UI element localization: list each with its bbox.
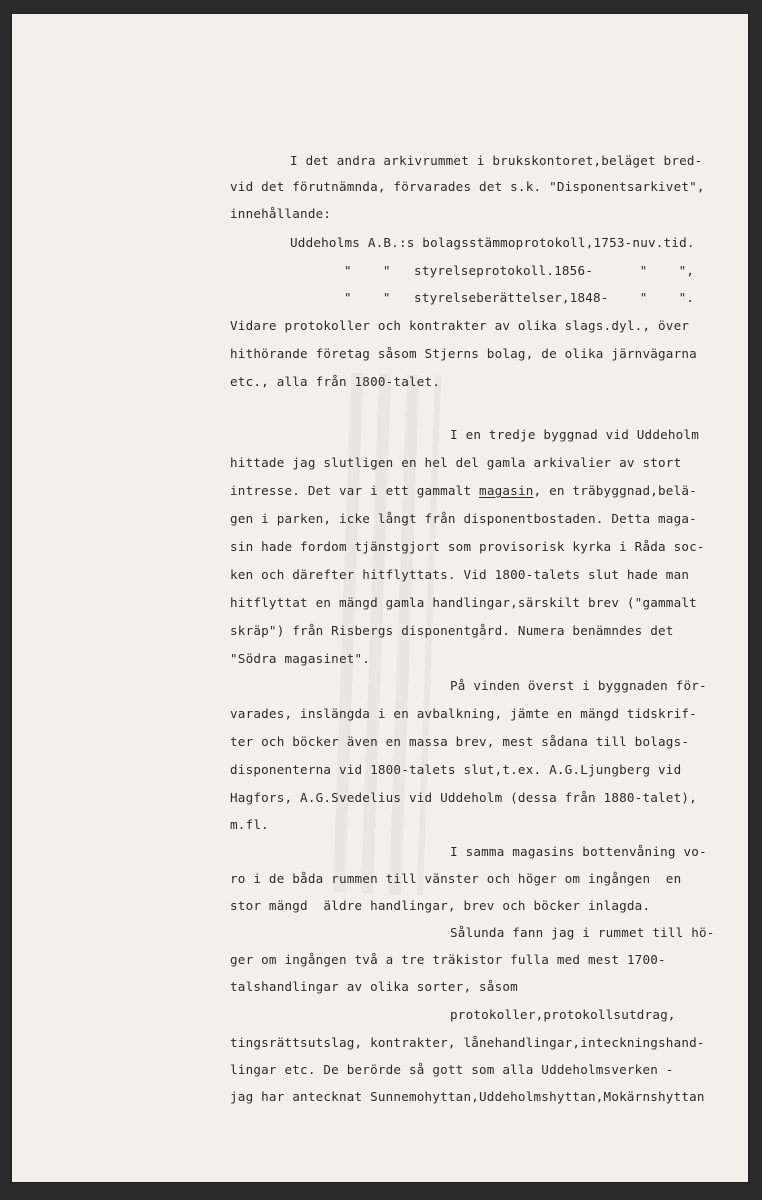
text-segment: , en träbyggnad,belä- [533, 483, 697, 498]
text-line: innehållande: [230, 206, 332, 221]
text-line: hittade jag slutligen en hel del gamla arkivalier av stort [230, 455, 682, 470]
text-line: I det andra arkivrummet i brukskontoret,beläget bred- [290, 153, 703, 168]
text-line: ger om ingången två a tre träkistor fulla med mest 1700- [230, 952, 666, 967]
text-line: Hagfors, A.G.Svedelius vid Uddeholm (dessa från 1880-talet), [230, 790, 697, 805]
underlined-word: magasin [479, 483, 534, 498]
text-line [230, 483, 697, 499]
text-line: Sålunda fann jag i rummet till hö- [450, 925, 715, 940]
text-line: hitflyttat en mängd gamla handlingar,särskilt brev ("gammalt [230, 595, 697, 610]
text-line: disponenterna vid 1800-talets slut,t.ex. A.G.Ljungberg vid [230, 762, 682, 777]
text-line: ro i de båda rummen till vänster och höger om ingången en [230, 871, 682, 886]
text-line: stor mängd äldre handlingar, brev och böcker inlagda. [230, 898, 651, 913]
text-line: protokoller,protokollsutdrag, [450, 1007, 676, 1022]
text-line: I en tredje byggnad vid Uddeholm [450, 427, 700, 442]
text-line: ter och böcker även en massa brev, mest sådana till bolags- [230, 734, 690, 749]
text-line: På vinden överst i byggnaden för- [450, 678, 707, 693]
text-line: I samma magasins bottenvåning vo- [450, 844, 707, 859]
text-line: jag har antecknat Sunnemohyttan,Uddeholmshyttan,Mokärnshyttan [230, 1089, 705, 1104]
text-line: m.fl. [230, 817, 269, 832]
text-line: skräp") från Risbergs disponentgård. Numera benämndes det [230, 623, 674, 638]
text-line: talshandlingar av olika sorter, såsom [230, 979, 518, 994]
text-line: vid det förutnämnda, förvarades det s.k. "Disponentsarkivet", [230, 179, 705, 194]
text-line: Vidare protokoller och kontrakter av olika slags.dyl., över [230, 318, 690, 333]
text-line: tingsrättsutslag, kontrakter, lånehandlingar,inteckningshand- [230, 1035, 705, 1050]
text-line: ken och därefter hitflyttats. Vid 1800-talets slut hade man [230, 567, 690, 582]
text-line: etc., alla från 1800-talet. [230, 374, 441, 389]
text-line: varades, inslängda i en avbalkning, jämte en mängd tidskrif- [230, 706, 697, 721]
text-line: gen i parken, icke långt från disponentbostaden. Detta maga- [230, 511, 697, 526]
text-line: Uddeholms A.B.:s bolagsstämmoprotokoll,1753-nuv.tid. [290, 235, 695, 250]
text-line: sin hade fordom tjänstgjort som provisorisk kyrka i Råda soc- [230, 539, 705, 554]
text-line: "Södra magasinet". [230, 651, 371, 666]
text-line: hithörande företag såsom Stjerns bolag, de olika järnvägarna [230, 346, 697, 361]
text-line: " " styrelseprotokoll.1856- " ", [344, 263, 695, 278]
text-segment: intresse. Det var i ett gammalt [230, 483, 480, 498]
document-page [12, 14, 748, 1182]
text-line: " " styrelseberättelser,1848- " ". [344, 290, 695, 305]
text-line: lingar etc. De berörde så gott som alla Uddeholmsverken - [230, 1062, 674, 1077]
